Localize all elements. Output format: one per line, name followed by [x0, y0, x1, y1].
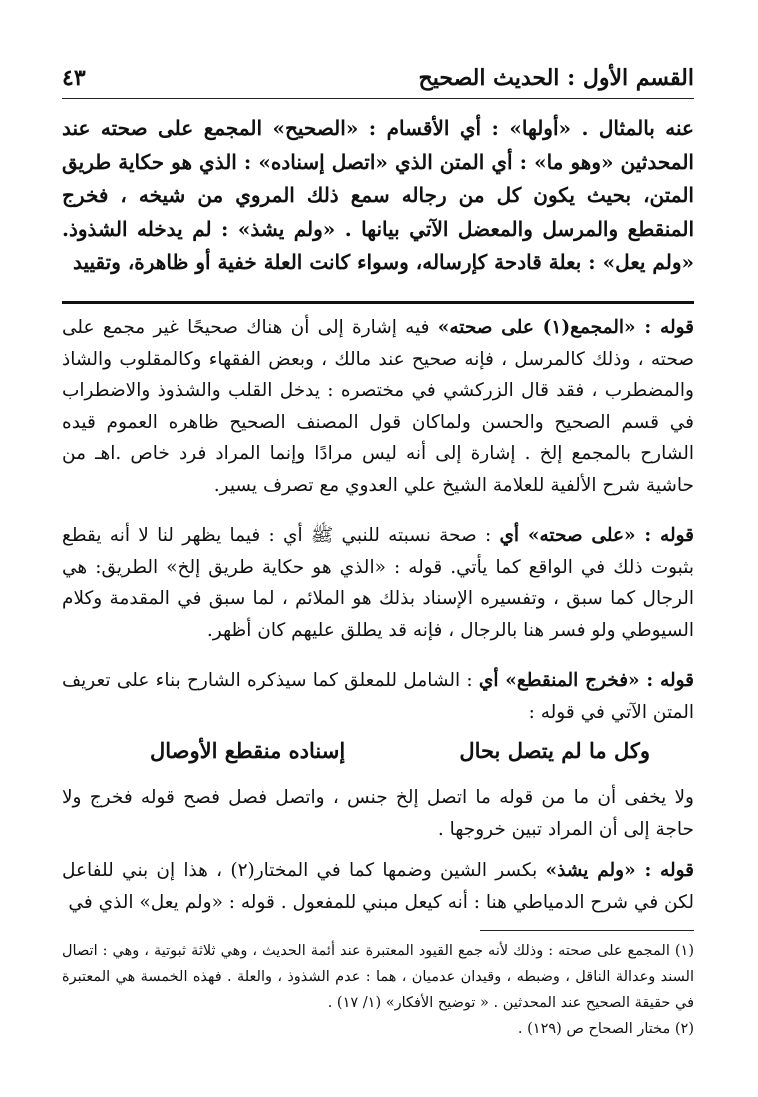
poetry-verse [150, 738, 650, 763]
commentary-paragraph [62, 855, 694, 918]
commentary-text: بكسر الشين وضمها كما في المختار(٢) ، هذا إن بني للفاعل لكن في شرح الدمياطي هنا : أنه كيعل مبني للمفعول . قوله : «ولم يعل» الذي في [62, 860, 694, 913]
commentary-keyword: قوله : «فخرج المنقطع» أي [478, 670, 694, 691]
commentary-keyword: قوله : «ولم يشذ» [545, 860, 694, 881]
commentary-keyword: قوله : «المجمع(١) على صحته» [437, 317, 694, 338]
commentary-text: فيه إشارة إلى أن هناك صحيحًا غير مجمع على صحته ، وذلك كالمرسل ، فإنه صحيح عند مالك ، وبعض الفقهاء وكالمقلوب والشاذ والمضطرب ، فقد قال الزركشي في مختصره : يدخل القلب والشذوذ والاضطراب في قسم الصحيح والحسن ولماكان قول المصنف الصحيح ظاهره العموم قيده الشارح بالمجمع إلخ . إشارة إلى أنه ليس مرادًا وإنما المراد فرد خاص .اهـ من حاشية شرح الألفية للعلامة الشيخ علي العدوي مع تصرف يسير. [62, 317, 694, 496]
commentary-text: : صحة نسبته للنبي ﷺ أي : فيما يظهر لنا لا أنه يقطع بثبوت ذلك في الواقع كما يأتي. قوله : «الذي هو حكاية طريق إلخ» الطريق: هي الرجال كما سبق ، وتفسيره الإسناد بذلك هو الملائم ، لما سبق في المقدمة وكلام السيوطي ولو فسر هنا بالرجال ، فإنه قد يطلق عليهم كان أظهر. [62, 525, 694, 641]
commentary-paragraph [62, 312, 694, 501]
verse-first-hemistich: وكل ما لم يتصل بحال [459, 738, 650, 763]
page-header [62, 62, 694, 94]
running-title: القسم الأول : الحديث الصحيح [418, 65, 694, 91]
commentary-paragraph: ولا يخفى أن ما من قوله ما اتصل إلخ جنس ، واتصل فصل فصح قوله فخرج ولا حاجة إلى أن المراد تبين خروجها . [62, 787, 694, 840]
main-text: عنه بالمثال . «أولها» : أي الأقسام : «الصحيح» المجمع على صحته عند المحدثين «وهو ما» : أي المتن الذي «اتصل إسناده» : الذي هو حكاية طريق المتن، بحيث يكون كل من رجاله سمع ذلك المروي من شيخه ، فخرج المنقطع والمرسل والمعضل الآتي بيانها . «ولم يشذ» : لم يدخله الشذوذ. «ولم يعل» : بعلة قادحة كإرساله، وسواء كانت العلة خفية أو ظاهرة، وتقييد [62, 116, 694, 274]
footnote: (١) المجمع على صحته : وذلك لأنه جمع القيود المعتبرة عند أئمة الحديث ، وهي ثلاثة ثبوتية ، وهي : اتصال السند وعدالة الناقل ، وضبطه ، وقيدان عدميان ، هما : عدم الشذوذ ، والعلة . فهذه الخمسة هي المعتبرة في حقيقة الصحيح عند المحدثين . « توضيح الأفكار» (١/ ١٧) . [62, 943, 694, 1011]
commentary-text: : الشامل للمعلق كما سيذكره الشارح بناء على تعريف المتن الآتي في قوله : [62, 670, 694, 723]
commentary-paragraph [62, 520, 694, 646]
footnote: (٢) مختار الصحاح ص (١٢٩) . [517, 1021, 694, 1037]
commentary-keyword: قوله : «على صحته» أي [499, 525, 695, 546]
page-number: ٤٣ [62, 65, 86, 91]
footnote-rule [480, 930, 694, 931]
commentary-paragraph [62, 665, 694, 728]
verse-second-hemistich: إسناده منقطع الأوصال [150, 738, 346, 763]
footnotes [62, 938, 694, 1042]
section-separator [62, 301, 694, 304]
header-rule [62, 98, 694, 99]
